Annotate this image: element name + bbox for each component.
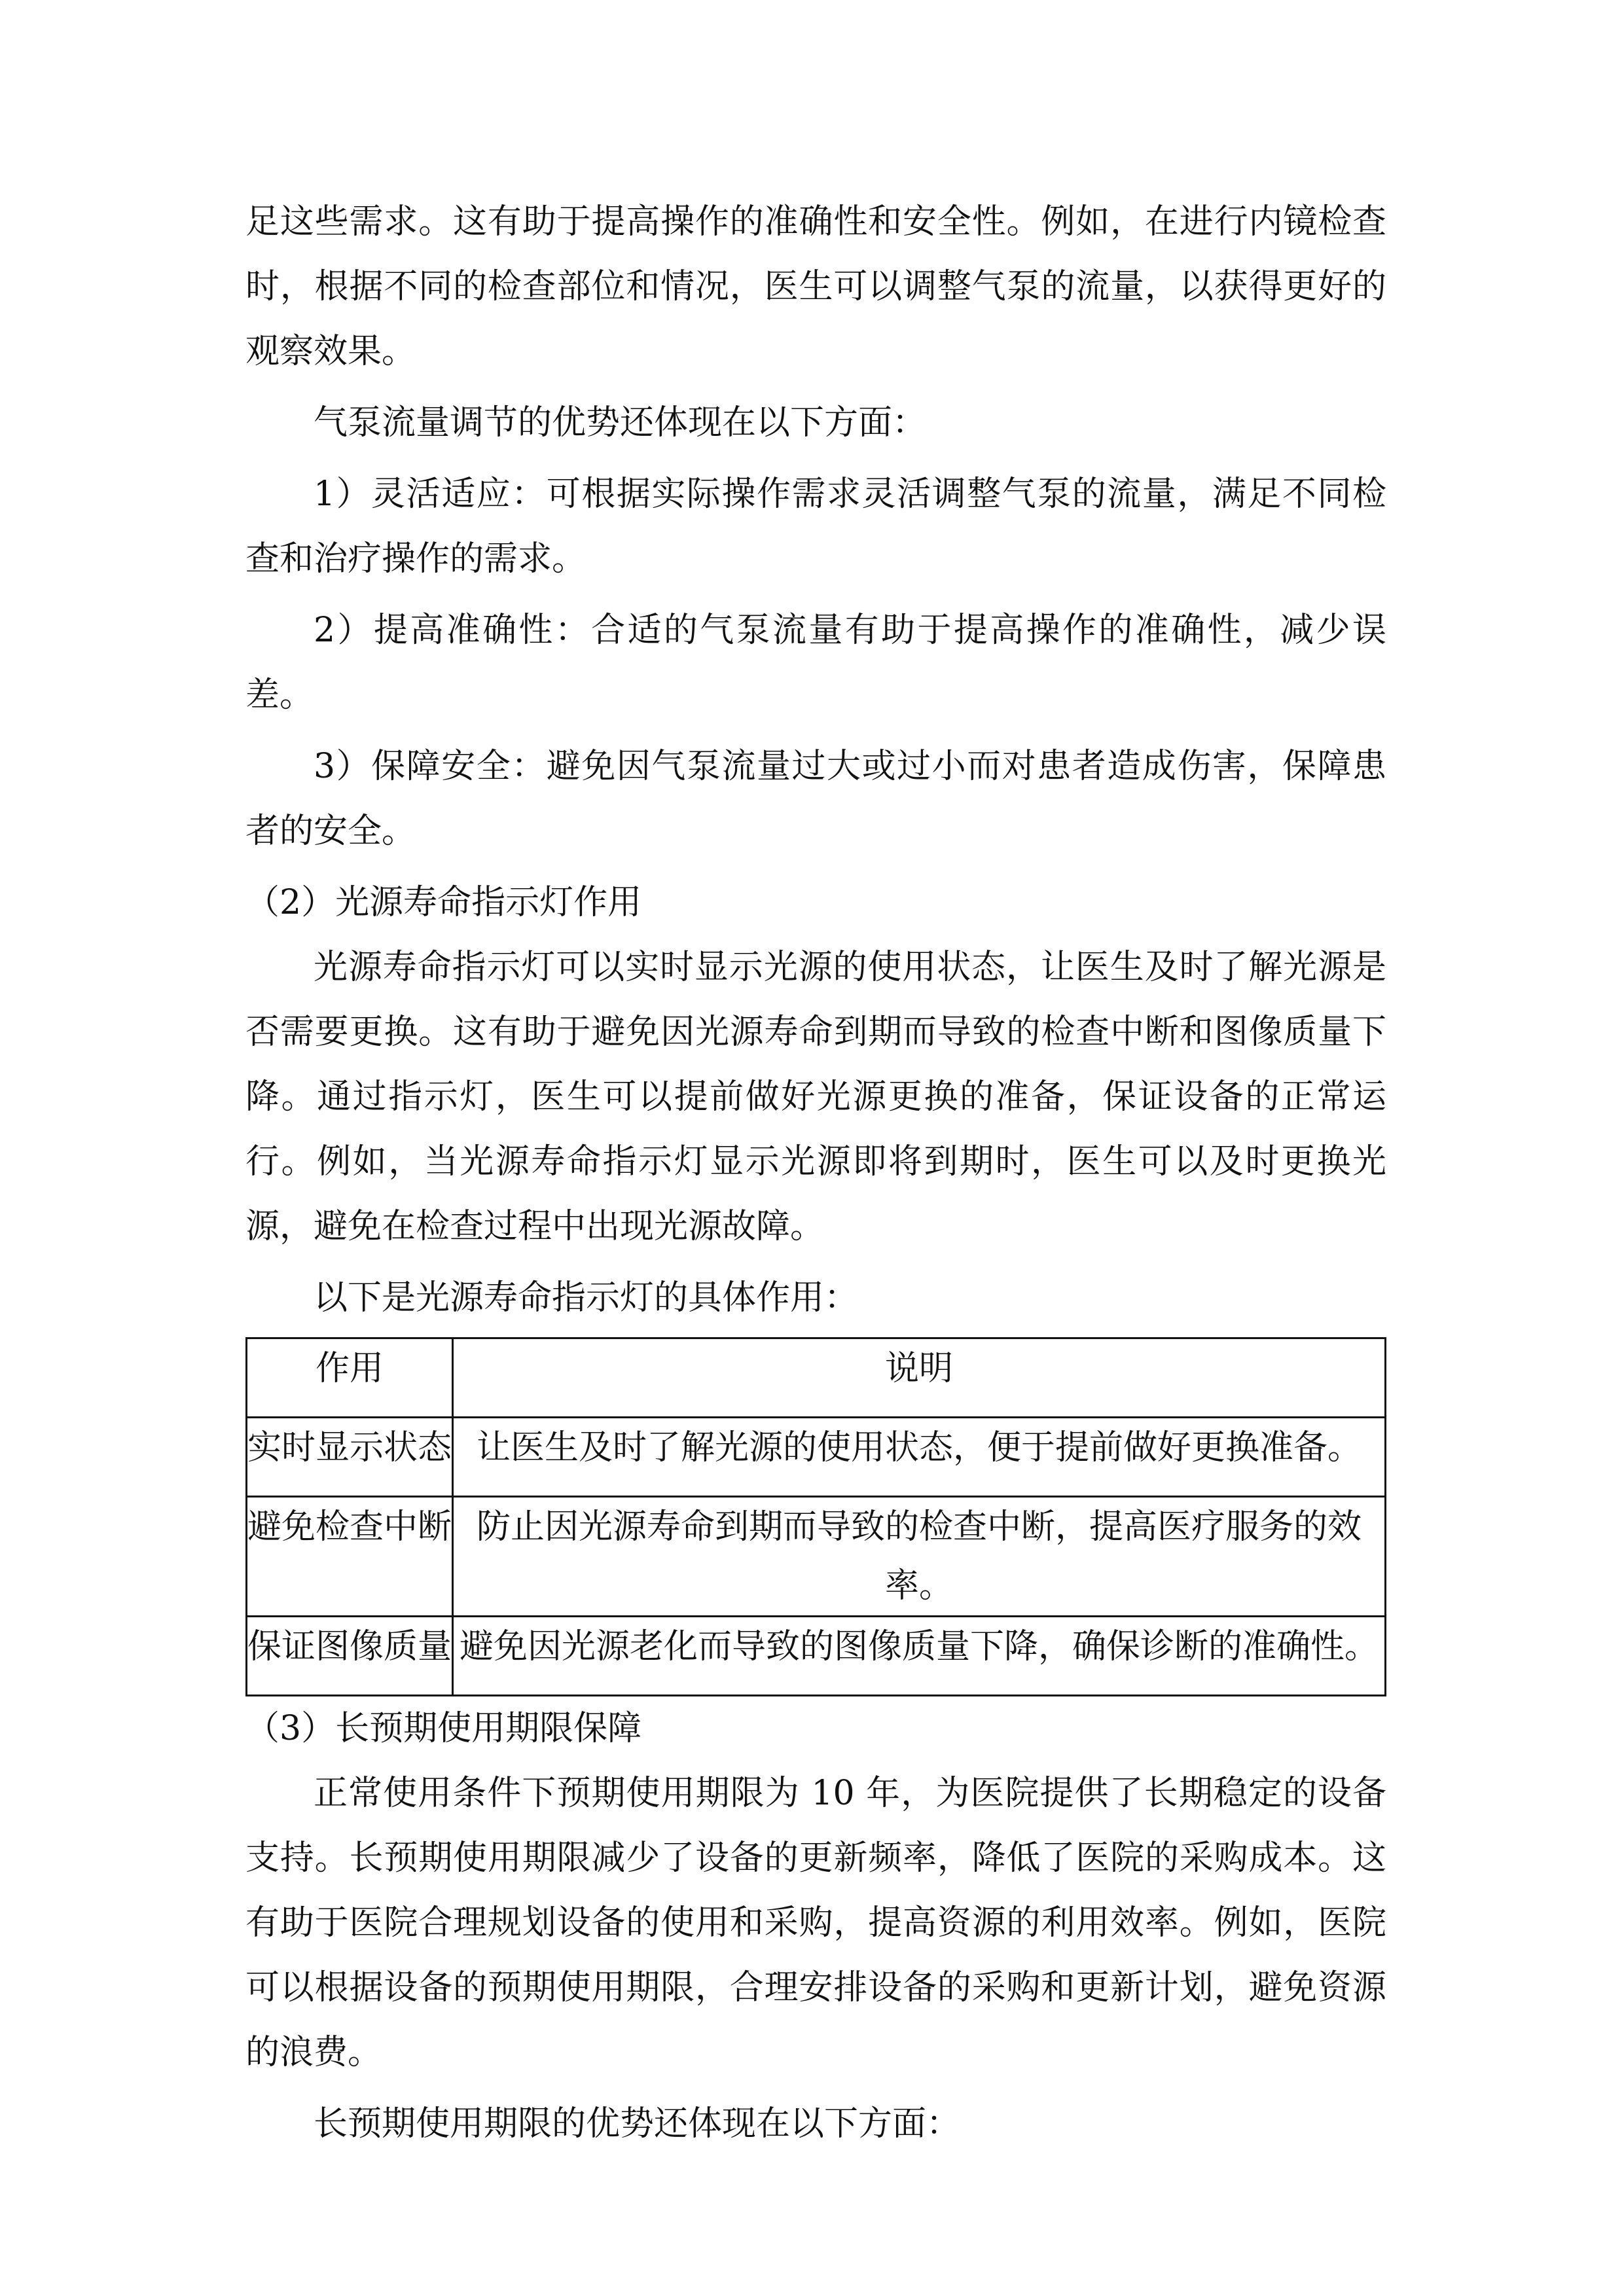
list-item: 3）保障安全：避免因气泵流量过大或过小而对患者造成伤害，保障患者的安全。	[245, 747, 1386, 851]
document-body	[245, 190, 1386, 2163]
table-cell: 避免因光源老化而导致的图像质量下降，确保诊断的准确性。	[453, 1617, 1386, 1696]
table-row	[247, 1418, 1386, 1497]
paragraph: 正常使用条件下预期使用期限为 10 年，为医院提供了长期稳定的设备支持。长预期使用期限减少了设备的更新频率，降低了医院的采购成本。这有助于医院合理规划设备的使用和采购，提高资源的利用效率。例如，医院可以根据设备的预期使用期限，合理安排设备的采购和更新计划，避免资源的浪费。	[245, 1774, 1386, 2072]
table-header-row	[247, 1338, 1386, 1418]
paragraph: 以下是光源寿命指示灯的具体作用：	[314, 1278, 859, 1318]
table-cell: 保证图像质量	[247, 1617, 453, 1696]
list-item: 2）提高准确性：合适的气泵流量有助于提高操作的准确性，减少误差。	[245, 611, 1386, 715]
function-table	[245, 1337, 1386, 1696]
list-item: 1）灵活适应：可根据实际操作需求灵活调整气泵的流量，满足不同检查和治疗操作的需求。	[245, 475, 1386, 579]
section-heading: （3）长预期使用期限保障	[245, 1709, 642, 1748]
table-header: 作用	[247, 1338, 453, 1418]
table-cell: 防止因光源寿命到期而导致的检查中断，提高医疗服务的效率。	[453, 1497, 1386, 1617]
table-cell: 让医生及时了解光源的使用状态，便于提前做好更换准备。	[453, 1418, 1386, 1497]
paragraph: 气泵流量调节的优势还体现在以下方面：	[314, 403, 927, 442]
table-header: 说明	[453, 1338, 1386, 1418]
table-cell: 避免检查中断	[247, 1497, 453, 1617]
paragraph: 足这些需求。这有助于提高操作的准确性和安全性。例如，在进行内镜检查时，根据不同的检查部位和情况，医生可以调整气泵的流量，以获得更好的观察效果。	[245, 202, 1386, 371]
paragraph: 光源寿命指示灯可以实时显示光源的使用状态，让医生及时了解光源是否需要更换。这有助于避免因光源寿命到期而导致的检查中断和图像质量下降。通过指示灯，医生可以提前做好光源更换的准备，保证设备的正常运行。例如，当光源寿命指示灯显示光源即将到期时，医生可以及时更换光源，避免在检查过程中出现光源故障。	[245, 948, 1386, 1246]
table-cell: 实时显示状态	[247, 1418, 453, 1497]
paragraph: 长预期使用期限的优势还体现在以下方面：	[314, 2104, 961, 2144]
table-row	[247, 1497, 1386, 1617]
table-row	[247, 1617, 1386, 1696]
section-heading: （2）光源寿命指示灯作用	[245, 883, 642, 922]
